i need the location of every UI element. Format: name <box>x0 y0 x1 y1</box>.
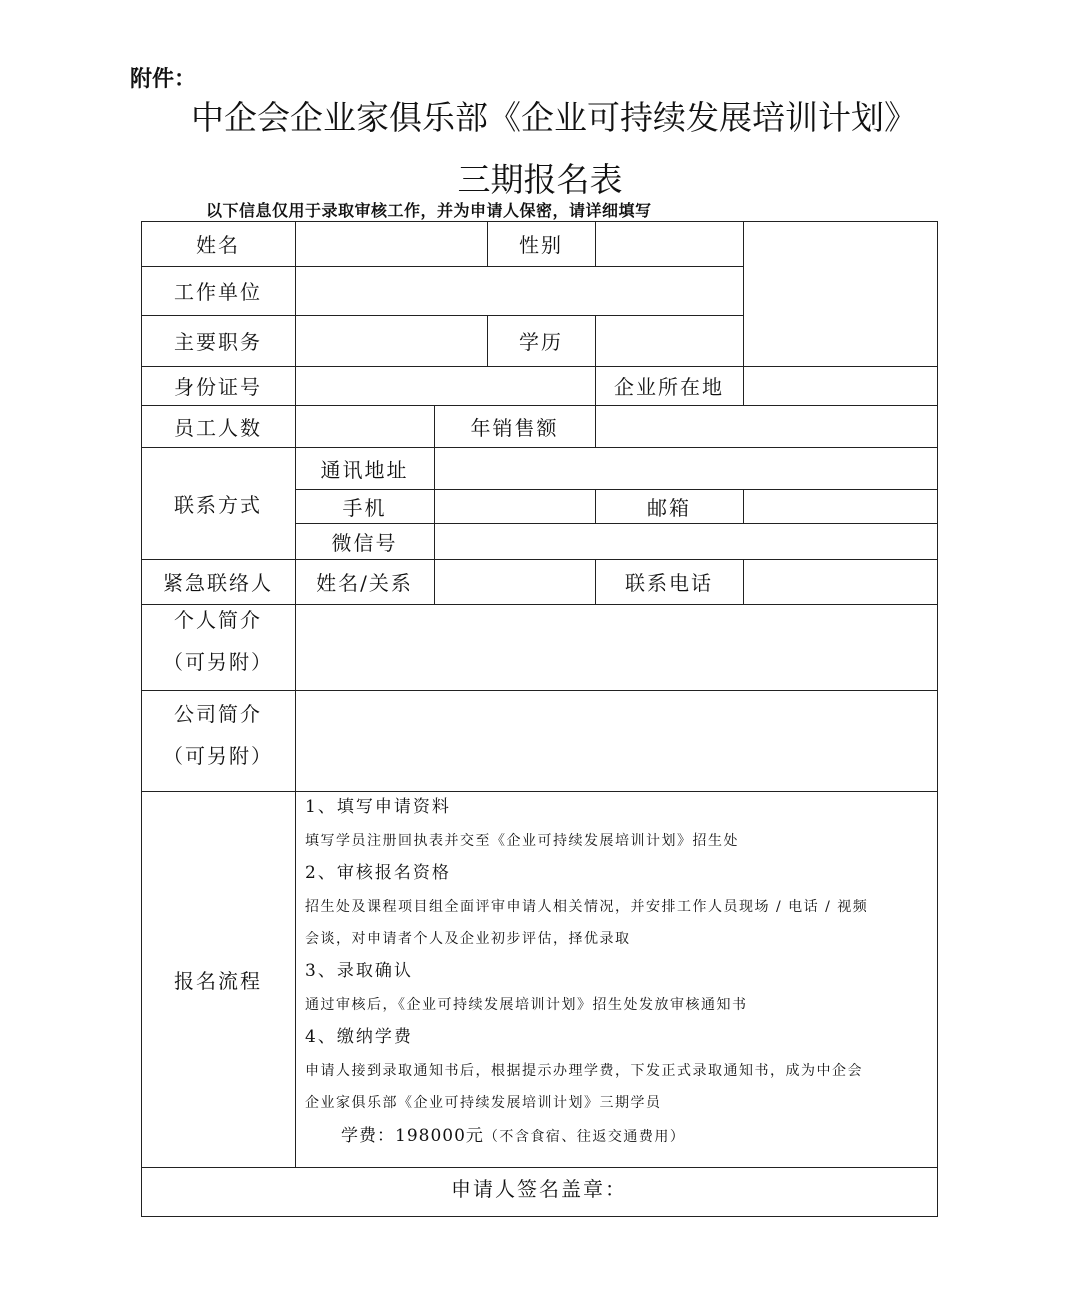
email-field[interactable] <box>744 490 937 523</box>
education-label: 学历 <box>519 330 563 354</box>
id-number-label: 身份证号 <box>174 375 262 399</box>
address-field[interactable] <box>435 448 937 489</box>
table-border-bottom <box>141 1216 938 1217</box>
company-location-label: 企业所在地 <box>614 375 724 399</box>
process-step-1: 1、填写申请资料 <box>305 797 451 817</box>
emergency-phone-field[interactable] <box>744 560 937 604</box>
position-field[interactable] <box>296 316 487 366</box>
employees-field[interactable] <box>296 406 434 447</box>
company-location-field[interactable] <box>744 367 937 405</box>
table-border-right <box>937 221 938 1217</box>
employees-label: 员工人数 <box>174 415 262 440</box>
id-number-field[interactable] <box>296 367 595 405</box>
personal-intro-field[interactable] <box>296 605 937 690</box>
personal-intro-label <box>141 598 295 684</box>
company-intro-title: 公司简介 <box>174 702 262 726</box>
process-step-2-desc: 会谈，对申请者个人及企业初步评估，择优录取 <box>305 931 631 947</box>
personal-intro-attachable: （可另附） <box>163 650 273 674</box>
process-step-4-desc: 企业家俱乐部《企业可持续发展培训计划》三期学员 <box>305 1095 662 1111</box>
address-label: 通讯地址 <box>320 457 409 482</box>
photo-area[interactable] <box>744 222 937 366</box>
education-field[interactable] <box>596 316 743 366</box>
privacy-note: 以下信息仅用于录取审核工作，并为申请人保密，请详细填写 <box>206 201 652 220</box>
gender-field[interactable] <box>596 222 743 266</box>
signature-label: 申请人签名盖章： <box>451 1176 627 1201</box>
name-field[interactable] <box>296 222 487 266</box>
work-unit-field[interactable] <box>296 267 743 315</box>
wechat-label: 微信号 <box>331 530 398 555</box>
contact-phone-label: 联系电话 <box>625 571 713 595</box>
process-step-1-desc: 填写学员注册回执表并交至《企业可持续发展培训计划》招生处 <box>305 833 739 849</box>
process-step-3: 3、录取确认 <box>305 961 413 981</box>
company-intro-label <box>141 692 295 778</box>
process-step-4-desc: 申请人接到录取通知书后，根据提示办理学费，下发正式录取通知书，成为中企会 <box>305 1063 863 1079</box>
annual-sales-field[interactable] <box>596 406 937 447</box>
company-intro-field[interactable] <box>296 691 937 791</box>
attachment-label: 附件： <box>130 66 197 92</box>
position-label: 主要职务 <box>174 330 262 354</box>
contact-method-label: 联系方式 <box>174 492 262 517</box>
personal-intro-title: 个人简介 <box>174 608 262 632</box>
page-title: 中企会企业家俱乐部《企业可持续发展培训计划》 <box>191 98 917 137</box>
process-steps <box>305 792 930 1154</box>
company-intro-attachable: （可另附） <box>163 744 273 768</box>
emergency-name-field[interactable] <box>435 560 595 604</box>
emergency-contact-label: 紧急联络人 <box>163 571 273 595</box>
gender-label: 性别 <box>519 233 563 257</box>
process-step-3-desc: 通过审核后，《企业可持续发展培训计划》招生处发放审核通知书 <box>305 997 748 1013</box>
mobile-field[interactable] <box>435 490 595 523</box>
name-relation-label: 姓名/关系 <box>316 571 413 595</box>
annual-sales-label: 年销售额 <box>470 415 559 440</box>
page-subtitle: 三期报名表 <box>457 160 623 199</box>
tuition-fee-note: （不含食宿、往返交通费用） <box>483 1129 686 1145</box>
mobile-label: 手机 <box>342 495 387 520</box>
process-label: 报名流程 <box>174 968 262 993</box>
process-step-4: 4、缴纳学费 <box>305 1027 413 1047</box>
tuition-fee <box>305 1120 930 1154</box>
tuition-fee-amount: 学费：198000元 <box>341 1126 484 1146</box>
wechat-field[interactable] <box>435 524 937 559</box>
signature-area[interactable] <box>142 1200 937 1216</box>
process-step-2: 2、审核报名资格 <box>305 863 451 883</box>
email-label: 邮箱 <box>647 495 691 520</box>
name-label: 姓名 <box>196 233 240 257</box>
work-unit-label: 工作单位 <box>174 280 262 304</box>
process-step-2-desc: 招生处及课程项目组全面评审申请人相关情况，并安排工作人员现场 / 电话 / 视频 <box>305 899 869 915</box>
